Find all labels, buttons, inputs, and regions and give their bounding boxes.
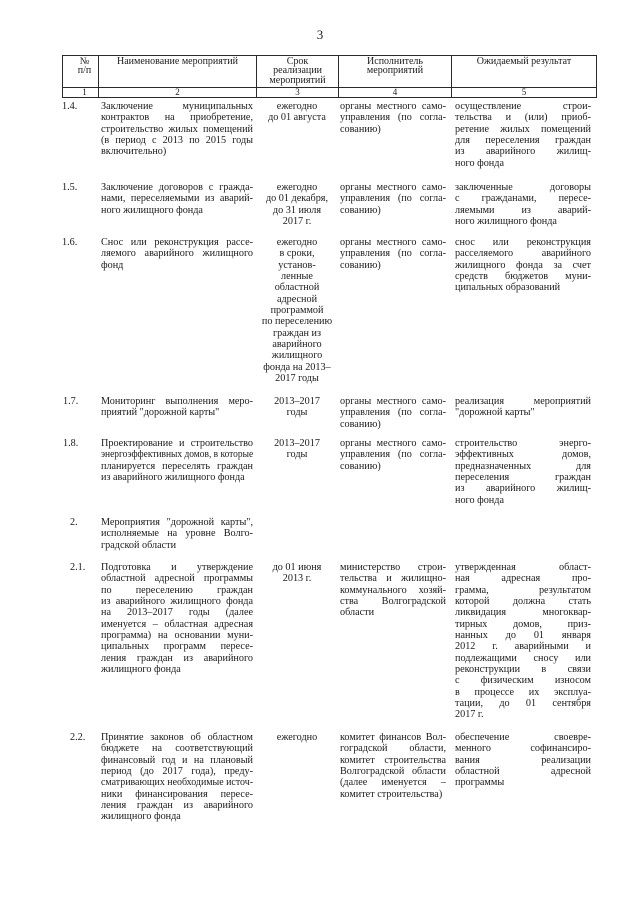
cell-line: из аварийного жилищ- (455, 483, 591, 495)
cell-line: 2013–2017 (274, 438, 320, 449)
cell-line: аварийного (272, 339, 322, 351)
cell-line: управления (по согла- (340, 407, 446, 419)
cell-line: из аварийного жилищ- (455, 146, 591, 158)
cell-line: ляемыми из аварий- (455, 204, 591, 216)
cell-line: Снос или реконструкция рассе- (101, 237, 253, 248)
cell-line: 2017 г. (282, 216, 312, 228)
row-number: 2.1. (70, 562, 86, 573)
cell-line: программой (270, 305, 324, 317)
cell-line: заключенные договоры (455, 182, 591, 193)
cell-line: установ- (278, 259, 316, 271)
cell-line: грамма, результатом (455, 584, 591, 596)
cell-line: на 2013–2017 годы (далее (101, 607, 253, 619)
cell-line: управления (по согла- (340, 112, 446, 124)
row-number: 1.8. (63, 438, 79, 449)
cell-term (257, 562, 337, 585)
cell-result (455, 396, 591, 419)
cell-line: нанных до 01 января (455, 630, 591, 642)
cell-line: ления граждан из аварийного (101, 800, 253, 812)
cell-line: министерство строи- (340, 562, 446, 573)
header-line: п/п (77, 65, 92, 77)
cell-name (101, 237, 253, 271)
cell-term (257, 438, 337, 461)
cell-line: Мониторинг выполнения меро- (101, 396, 253, 407)
cell-line: нами, переселяемыми из аварий- (101, 193, 253, 205)
cell-line: Волгоградской области (340, 766, 446, 778)
cell-line: области (340, 607, 375, 619)
cell-line: 2017 годы (275, 373, 319, 385)
cell-line: энергоэффективных домов, в которые (101, 449, 254, 461)
cell-line: в сроки, (279, 248, 315, 260)
cell-result (455, 562, 591, 721)
header-line: Ожидаемый результат (476, 56, 572, 67)
cell-name (101, 101, 253, 158)
cell-line: органы местного само- (340, 182, 446, 193)
header-line: мероприятий (269, 74, 326, 86)
cell-line: с физическим износом (455, 675, 591, 687)
cell-line: сованию) (340, 123, 381, 135)
cell-line: ления граждан из аварийного (101, 652, 253, 664)
cell-executor (340, 182, 446, 216)
cell-line: до 01 августа (268, 112, 326, 124)
cell-line: комитет строительства) (340, 788, 443, 800)
page-number: 3 (316, 27, 324, 42)
cell-line: реализация мероприятий (455, 396, 591, 407)
cell-term (257, 237, 337, 384)
cell-executor (340, 396, 446, 430)
cell-line: ная адресная про- (455, 573, 591, 585)
cell-line: ляемого аварийного жилищного (101, 248, 253, 260)
cell-result (455, 237, 591, 294)
cell-line: тирных домов, приз- (455, 618, 591, 630)
cell-line: ежегодно (276, 182, 318, 193)
cell-executor (340, 732, 446, 800)
cell-line: "дорожной карты" (455, 407, 535, 419)
cell-line: органы местного само- (340, 237, 446, 248)
cell-line: годы (286, 407, 308, 419)
cell-executor (340, 562, 446, 619)
cell-line: граждан из (272, 327, 321, 339)
cell-line: из аварийного жилищного фонда (101, 472, 245, 484)
cell-line: Подготовка и утверждение (101, 562, 253, 573)
cell-line: Принятие законов об областном (101, 732, 253, 743)
cell-line: областной адресной программы (101, 573, 253, 585)
cell-result (455, 732, 591, 789)
cell-line: органы местного само- (340, 101, 446, 112)
cell-line: 2013–2017 (274, 396, 320, 407)
cell-line: Заключение договоров с гражда- (101, 182, 253, 193)
header-line: Срок (286, 56, 309, 67)
cell-line: ного жилищного фонда (101, 204, 203, 216)
row-number: 1.5. (62, 182, 78, 193)
cell-line: сматривающих необходимые источ- (101, 777, 254, 789)
cell-line: жилищного фонда (101, 811, 181, 823)
cell-line: планируется переселять граждан (101, 460, 253, 472)
cell-line: тельства и (или) приоб- (455, 112, 591, 124)
cell-line: строительство жилых помещений (101, 123, 253, 135)
cell-line: ретение жилых помещений (455, 123, 591, 135)
header-line: реализации (273, 65, 322, 77)
cell-line: ежегодно (276, 101, 318, 112)
cell-line: которой должна стать (455, 596, 591, 608)
cell-line: контрактов на приобретение, (101, 112, 253, 124)
cell-line: реконструкции в связи (455, 664, 591, 676)
cell-name (101, 396, 253, 419)
cell-line: (в период с 2013 по 2015 годы (101, 135, 253, 147)
cell-line: управления (по согла- (340, 193, 446, 205)
cell-line: именуется – областная адресная (101, 618, 253, 630)
cell-line: коммунального хозяй- (340, 584, 446, 596)
cell-line: строительство энерго- (455, 438, 591, 449)
cell-line: средств бюджетов муни- (455, 271, 591, 283)
cell-line: предназначенных для (455, 460, 591, 472)
cell-executor (340, 438, 446, 472)
cell-line: расселяемого аварийного (455, 248, 591, 260)
cell-line: включительно) (101, 146, 167, 158)
cell-line: бюджете на соответствующий (101, 743, 253, 755)
cell-line: менного софинансиро- (455, 743, 591, 755)
cell-name (101, 438, 253, 483)
cell-result (455, 101, 591, 169)
cell-line: до 01 июня (272, 562, 322, 573)
header-line: № (79, 56, 90, 67)
cell-line: сованию) (340, 418, 381, 430)
cell-line: тельства и жилищно- (340, 573, 446, 585)
cell-term (257, 182, 337, 227)
cell-executor (340, 101, 446, 135)
cell-line: 2012 г. аварийными и (455, 641, 591, 653)
cell-line: сованию) (340, 259, 381, 271)
column-number: 5 (452, 88, 597, 98)
cell-line: исполняемые на уровне Волго- (101, 528, 253, 540)
cell-line: подлежащими сносу или (455, 652, 591, 664)
cell-line: период (до 2017 года), преду- (101, 766, 253, 778)
cell-line: ленные (281, 271, 313, 283)
cell-line: гоградской области, (340, 743, 446, 755)
row-number: 2. (70, 517, 78, 528)
cell-line: ликвидация многоквар- (455, 607, 591, 619)
cell-line: в процессе их эксплуа- (455, 686, 591, 698)
cell-line: тации, до 01 сентября (455, 698, 591, 710)
cell-line: утвержденная област- (455, 562, 591, 573)
cell-line: ципальных программ пересе- (101, 641, 253, 653)
cell-line: жилищного фонда за счет (455, 259, 591, 271)
cell-line: комитет финансов Вол- (340, 732, 446, 743)
cell-name (101, 517, 253, 551)
cell-line: финансовый год и на плановый (101, 754, 253, 766)
column-number: 3 (257, 88, 339, 98)
cell-line: градской области (101, 539, 177, 551)
cell-term (257, 101, 337, 124)
row-number: 1.6. (62, 237, 78, 248)
cell-line: до 31 июля (272, 204, 322, 216)
cell-line: ного жилищного фонда (455, 216, 557, 228)
cell-line: ежегодно (276, 237, 318, 248)
header-line: Наименование мероприятий (117, 56, 238, 67)
column-number: 2 (99, 88, 257, 98)
cell-line: снос или реконструкция (455, 237, 591, 248)
cell-term (257, 732, 337, 743)
cell-name (101, 562, 253, 675)
cell-line: управления (по согла- (340, 248, 446, 260)
cell-line: годы (286, 449, 308, 461)
cell-line: с гражданами, пересе- (455, 193, 591, 205)
cell-line: переселения граждан (455, 472, 591, 484)
cell-line: адресной (276, 293, 318, 305)
column-number: 1 (63, 88, 99, 98)
cell-line: (далее именуется – (340, 777, 446, 789)
header-line: Исполнитель (367, 56, 423, 67)
cell-line: по переселению (261, 316, 333, 328)
cell-line: жилищного (271, 350, 323, 362)
cell-line: программа) на основании муни- (101, 630, 253, 642)
cell-line: органы местного само- (340, 396, 446, 407)
row-number: 1.4. (62, 101, 78, 112)
cell-line: Мероприятия "дорожной карты", (101, 517, 253, 528)
cell-result (455, 182, 591, 227)
cell-line: жилищного фонда (101, 664, 181, 676)
cell-result (455, 438, 591, 506)
cell-line: ципальных образований (455, 282, 561, 294)
cell-line: программы (455, 777, 505, 789)
cell-line: ного фонда (455, 494, 504, 506)
cell-line: органы местного само- (340, 438, 446, 449)
cell-line: 2013 г. (282, 573, 312, 585)
cell-term (257, 396, 337, 419)
cell-line: 2017 г. (455, 709, 484, 721)
cell-line: ного фонда (455, 157, 504, 169)
cell-line: ники финансирования пересе- (101, 788, 253, 800)
cell-line: Проектирование и строительство (101, 438, 253, 449)
cell-line: комитет строительства (340, 754, 446, 766)
cell-line: вания реализации (455, 754, 591, 766)
cell-line: из аварийного жилищного фонда (101, 596, 253, 608)
cell-line: областной адресной (455, 766, 591, 778)
cell-name (101, 732, 253, 823)
cell-line: до 01 декабря, (265, 193, 329, 205)
cell-line: фонда на 2013– (263, 361, 331, 373)
cell-line: эффективных домов, (455, 449, 591, 461)
cell-line: сованию) (340, 460, 381, 472)
row-number: 2.2. (70, 732, 86, 743)
cell-executor (340, 237, 446, 271)
cell-line: ства Волгоградской (340, 596, 446, 608)
row-number: 1.7. (63, 396, 79, 407)
cell-line: осуществление строи- (455, 101, 591, 112)
cell-line: областной (274, 282, 320, 294)
cell-line: управления (по согла- (340, 449, 446, 461)
header-line: мероприятий (366, 65, 424, 77)
cell-line: ежегодно (276, 732, 318, 743)
cell-line: фонд (101, 259, 124, 271)
cell-line: приятий "дорожной карты" (101, 407, 220, 419)
cell-line: Заключение муниципальных (101, 101, 253, 112)
cell-name (101, 182, 253, 216)
cell-line: обеспечение своевре- (455, 732, 591, 743)
cell-line: для переселения граждан (455, 135, 591, 147)
column-number: 4 (339, 88, 452, 98)
cell-line: по переселению граждан (101, 584, 253, 596)
cell-line: сованию) (340, 204, 381, 216)
